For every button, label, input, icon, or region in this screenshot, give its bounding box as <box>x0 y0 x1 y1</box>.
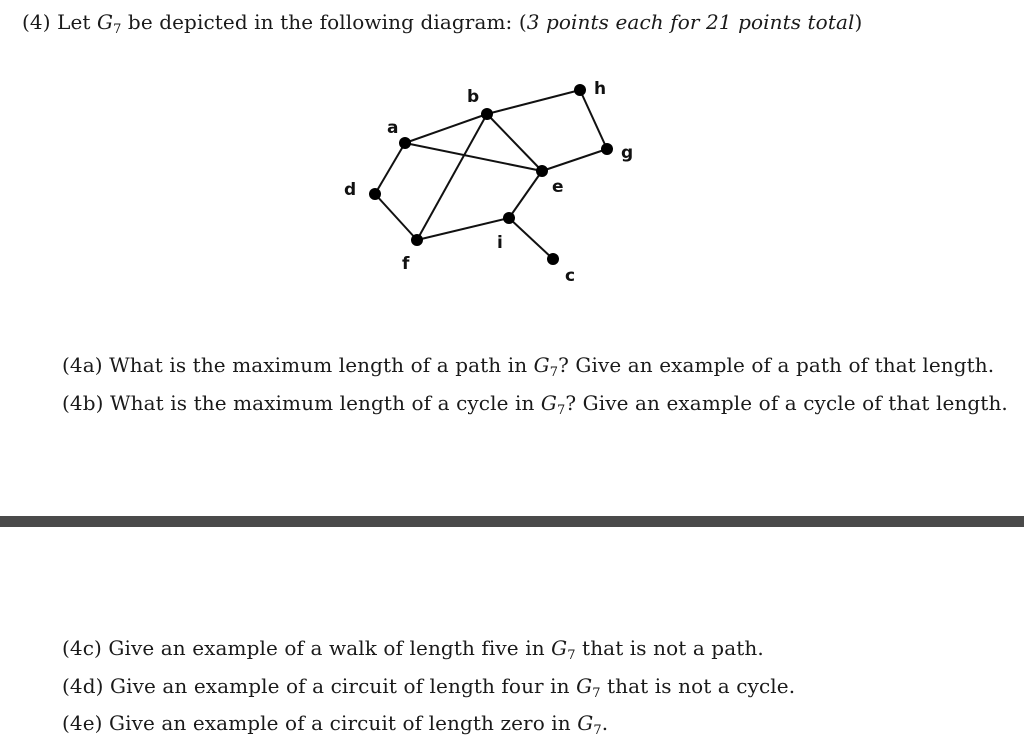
graph-var-sub: 7 <box>549 365 559 380</box>
question-text-end: ? Give an example of a path of that length. <box>558 353 995 377</box>
graph-var-sub: 7 <box>113 22 122 37</box>
question-number: (4a) <box>62 353 103 377</box>
question-4a <box>62 353 995 380</box>
vertex-label-c: c <box>565 266 576 286</box>
edge-b-h <box>487 90 580 114</box>
points-note: 3 points each for 21 points total <box>526 10 855 34</box>
graph-var-sub: 7 <box>557 403 566 418</box>
graph-diagram <box>330 70 670 290</box>
graph-vertices <box>369 84 613 265</box>
vertex-label-b: b <box>467 87 480 107</box>
header-close: ) <box>854 10 863 34</box>
edge-a-e <box>405 143 542 171</box>
question-number: (4b) <box>62 391 104 415</box>
graph-var-g: G <box>551 636 568 660</box>
vertex-g <box>601 143 613 155</box>
question-text: What is the maximum length of a cycle in <box>103 391 541 415</box>
vertex-i <box>503 212 515 224</box>
vertex-e <box>536 165 548 177</box>
vertex-c <box>547 253 559 265</box>
question-text-end: that is not a path. <box>575 636 764 660</box>
question-text-end: that is not a cycle. <box>600 674 796 698</box>
graph-var-g: G <box>577 711 594 735</box>
question-number: (4d) <box>62 674 104 698</box>
vertex-b <box>481 108 493 120</box>
graph-var-g: G <box>540 391 557 415</box>
question-4b <box>62 391 1008 418</box>
edge-i-e <box>509 171 542 218</box>
edge-i-c <box>509 218 553 259</box>
edge-f-i <box>417 218 509 240</box>
question-number: (4c) <box>62 636 102 660</box>
question-4c <box>62 636 764 663</box>
edge-d-f <box>375 194 417 240</box>
edge-a-b <box>405 114 487 143</box>
vertex-label-g: g <box>621 143 634 163</box>
question-text-end: ? Give an example of a cycle of that length. <box>565 391 1008 415</box>
vertex-label-f: f <box>402 254 410 274</box>
vertex-label-h: h <box>594 79 607 99</box>
vertex-h <box>574 84 586 96</box>
question-number: (4e) <box>62 711 103 735</box>
question-text: Give an example of a walk of length five in <box>101 636 552 660</box>
question-text: Give an example of a circuit of length zero in <box>102 711 578 735</box>
edge-b-f <box>417 114 487 240</box>
question-text: Give an example of a circuit of length four in <box>103 674 577 698</box>
problem-header <box>22 10 863 37</box>
vertex-a <box>399 137 411 149</box>
section-divider <box>0 516 1024 527</box>
vertex-f <box>411 234 423 246</box>
edge-a-d <box>375 143 405 194</box>
vertex-label-d: d <box>344 180 357 200</box>
header-middle: be depicted in the following diagram: ( <box>121 10 527 34</box>
vertex-d <box>369 188 381 200</box>
graph-var-g: G <box>533 353 550 377</box>
question-text-end: . <box>601 711 609 735</box>
edge-g-e <box>542 149 607 171</box>
vertex-label-a: a <box>387 118 399 138</box>
question-4e <box>62 711 609 738</box>
graph-var-g: G <box>97 10 114 34</box>
graph-var-g: G <box>576 674 593 698</box>
graph-var-sub: 7 <box>567 648 576 663</box>
graph-var-sub: 7 <box>592 686 601 701</box>
graph-var-sub: 7 <box>593 723 602 738</box>
vertex-label-e: e <box>552 177 564 197</box>
header-prefix: (4) Let <box>22 10 97 34</box>
question-text: What is the maximum length of a path in <box>102 353 534 377</box>
vertex-label-i: i <box>497 233 503 253</box>
question-4d <box>62 674 796 701</box>
